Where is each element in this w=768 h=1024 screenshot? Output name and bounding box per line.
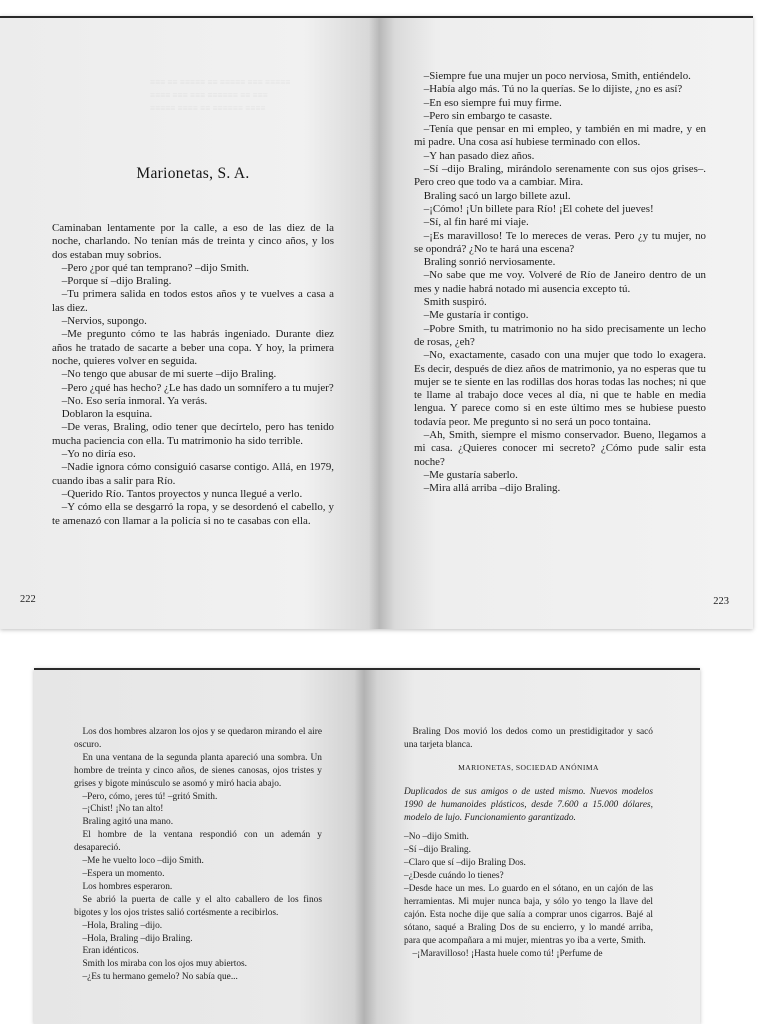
paragraph: –Yo no diría eso. [61, 448, 136, 461]
paragraph: –Tenía que pensar en mi empleo, y también en mi madre, y en mi padre. Una cosa así hubiese terminado con ellos. [414, 123, 706, 149]
paragraph: –No –dijo Smith. [404, 832, 469, 843]
paragraph: –¡Chist! ¡No tan alto! [82, 804, 164, 815]
book-spread-2 [34, 668, 700, 1024]
paragraph: En una ventana de la segunda planta apareció una sombra. Un hombre de treinta y cinco años, de sienes canosas, ojos tristes y grises y bigote minúsculo se asomó y miró hacia abajo. [74, 752, 322, 789]
spread-2-right-page [364, 670, 700, 1024]
paragraph: Se abrió la puerta de calle y el alto caballero de los finos bigotes y los ojos tristes salió cortésmente a recibirlos. [74, 894, 322, 918]
paragraph: –¿Desde cuándo lo tienes? [404, 871, 504, 882]
paragraph: –No. Eso sería inmoral. Ya verás. [61, 394, 208, 407]
paragraph: –Porque sí –dijo Braling. [61, 275, 172, 288]
paragraph: –Espera un momento. [82, 868, 165, 879]
paragraph: –Había algo más. Tú no la querías. Se lo dijiste, ¿no es así? [423, 83, 683, 96]
paragraph: Braling sonrió nerviosamente. [423, 256, 556, 269]
spread-2-left-text [74, 726, 322, 984]
paragraph: –Pero, cómo, ¡eres tú! –gritó Smith. [82, 791, 218, 802]
paragraph: –Me gustaría saberlo. [423, 468, 518, 481]
paragraph: –Hola, Braling –dijo. [82, 920, 163, 931]
paragraph: Smith los miraba con los ojos muy abiertos. [82, 959, 248, 970]
spacer [404, 824, 653, 831]
paragraph: –Me he vuelto loco –dijo Smith. [82, 856, 204, 867]
paragraph: –De veras, Braling, odio tener que decírtelo, pero has tenido mucha paciencia con ella. Tu matrimonio ha sido terrible. [52, 421, 334, 447]
paragraph: El hombre de la ventana respondió con un ademán y desapareció. [74, 830, 322, 854]
page-number: 222 [20, 594, 36, 605]
paragraph: Braling agitó una mano. [82, 817, 174, 828]
paragraph: –Nadie ignora cómo consiguió casarse contigo. Allá, en 1979, cuando ibas a salir para Río. [52, 461, 334, 487]
paragraph: Braling Dos movió los dedos como un prestidigitador y sacó una tarjeta blanca. [404, 727, 653, 750]
page-number: 223 [713, 596, 729, 607]
paragraph: –En eso siempre fui muy firme. [423, 96, 562, 109]
page-223 [380, 18, 753, 629]
paragraph: Braling sacó un largo billete azul. [423, 189, 571, 202]
paragraph: –Pobre Smith, tu matrimonio no ha sido precisamente un lecho de rosas, ¿eh? [414, 322, 706, 348]
paragraph: Los dos hombres alzaron los ojos y se quedaron mirando el aire oscuro. [74, 727, 322, 750]
paragraph: –No tengo que abusar de mi suerte –dijo Braling. [61, 368, 277, 381]
page-222 [0, 18, 380, 629]
paragraph: –Me pregunto cómo te las habrás ingeniado. Durante diez años he tratado de sacarte a beber una copa. Y hoy, la primera noche, quieres volver en seguida. [52, 328, 334, 367]
card-heading: MARIONETAS, SOCIEDAD ANÓNIMA [458, 762, 599, 772]
paragraph: –Y cómo ella se desgarró la ropa, y se desordenó el cabello, y te amenazó con llamar a la policía si no te casabas con ella. [52, 501, 334, 527]
paragraph: –Mira allá arriba –dijo Braling. [423, 482, 561, 495]
paragraph: Eran idénticos. [82, 946, 139, 957]
paragraph: –Ah, Smith, siempre el mismo conservador. Bueno, llegamos a mi casa. ¿Quieres conocer mi secreto? ¿Cómo pude salir esta noche? [414, 429, 706, 468]
page-223-text [414, 70, 706, 496]
paragraph: –No, exactamente, casado con una mujer que todo lo exagera. Es decir, después de diez años de matrimonio, ya no esperas que tu mujer se te siente en las rodillas dos horas todas las noches; ni que te llame al trabajo doce veces al día, ni que te hable en media lengua. Y parece como si en este último mes se hubiese puesto todavía peor. Me pregunto si no será un poco tontaina. [414, 349, 706, 428]
paragraph: –Pero ¿por qué tan temprano? –dijo Smith. [61, 261, 250, 274]
paragraph: –Querido Río. Tantos proyectos y nunca llegué a verlo. [61, 487, 303, 500]
paragraph: –Siempre fue una mujer un poco nerviosa, Smith, entiéndelo. [423, 70, 691, 82]
book-spread-1 [0, 16, 753, 629]
paragraph: –Y han pasado diez años. [423, 149, 535, 162]
paragraph: –Nervios, supongo. [61, 315, 147, 328]
paragraph: Smith suspiró. [423, 296, 487, 309]
paragraph: –No sabe que me voy. Volveré de Río de Janeiro dentro de un mes y nadie habrá notado mi ausencia excepto tú. [414, 269, 706, 295]
paragraph: –Desde hace un mes. Lo guardo en el sótano, en un cajón de las herramientas. Mi mujer nunca baja, y sólo yo tengo la llave del cajón. Esta noche dije que salía a comprar unos cigarros. Bajé al sótano, saqué a Braling Dos de su encierro, y lo mandé arriba, para que acompañara a mi mujer, mientras yo iba a verte, Smith. [404, 884, 653, 946]
paragraph: –¡Maravilloso! ¡Hasta huele como tú! ¡Perfume de [412, 948, 603, 959]
paragraph: –¡Es maravilloso! Te lo mereces de veras. Pero ¿y tu mujer, no se opondrá? ¿No te hará una escena? [414, 229, 706, 255]
paragraph: –Claro que sí –dijo Braling Dos. [404, 858, 526, 869]
paragraph: –Me gustaría ir contigo. [423, 309, 529, 322]
paragraph: Caminaban lentamente por la calle, a eso de las diez de la noche, charlando. No tenían más de treinta y cinco años, y los dos estaban muy sobrios. [52, 222, 334, 261]
paragraph: –Pero sin embargo te casaste. [423, 109, 553, 122]
spread-2-right-text [404, 726, 653, 961]
paragraph: –Pero ¿qué has hecho? ¿Le has dado un somnífero a tu mujer? [61, 381, 334, 394]
card-text: Duplicados de sus amigos o de usted mismo. Nuevos modelos 1990 de humanoides plásticos, desde 7.600 a 15.000 dólares, modelo de lujo. Funcionamiento garantizado. [404, 786, 653, 823]
paragraph: Los hombres esperaron. [82, 881, 173, 892]
paragraph: –Sí –dijo Braling, mirándolo serenamente con sus ojos grises–. Pero creo que todo va a cambiar. Mira. [414, 163, 706, 189]
paragraph: Doblaron la esquina. [61, 408, 153, 421]
chapter-title: Marionetas, S. A. [136, 165, 250, 182]
paragraph: –Sí, al fin haré mi viaje. [423, 216, 529, 229]
paragraph: –Hola, Braling –dijo Braling. [82, 933, 193, 944]
paragraph: –Sí –dijo Braling. [404, 845, 471, 856]
paragraph: –¡Cómo! ¡Un billete para Río! ¡El cohete del jueves! [423, 202, 654, 215]
spread-2-left-page [34, 670, 364, 1024]
paragraph: –Tu primera salida en todos estos años y te vuelves a casa a las diez. [52, 288, 334, 314]
page-222-text [52, 222, 334, 528]
paragraph: –¿Es tu hermano gemelo? No sabía que... [82, 972, 238, 983]
bleed-through-text: ≡≡≡ ≡≡ ≡≡≡≡≡ ≡≡ ≡≡≡≡≡ ≡≡≡ ≡≡≡≡≡ ≡≡≡≡ ≡≡≡ ≡≡≡ ≡≡≡≡≡≡ ≡≡ ≡≡≡ ≡≡≡≡≡ ≡≡≡≡ ≡≡ ≡≡≡≡≡≡ ≡≡≡≡ [150, 77, 291, 113]
